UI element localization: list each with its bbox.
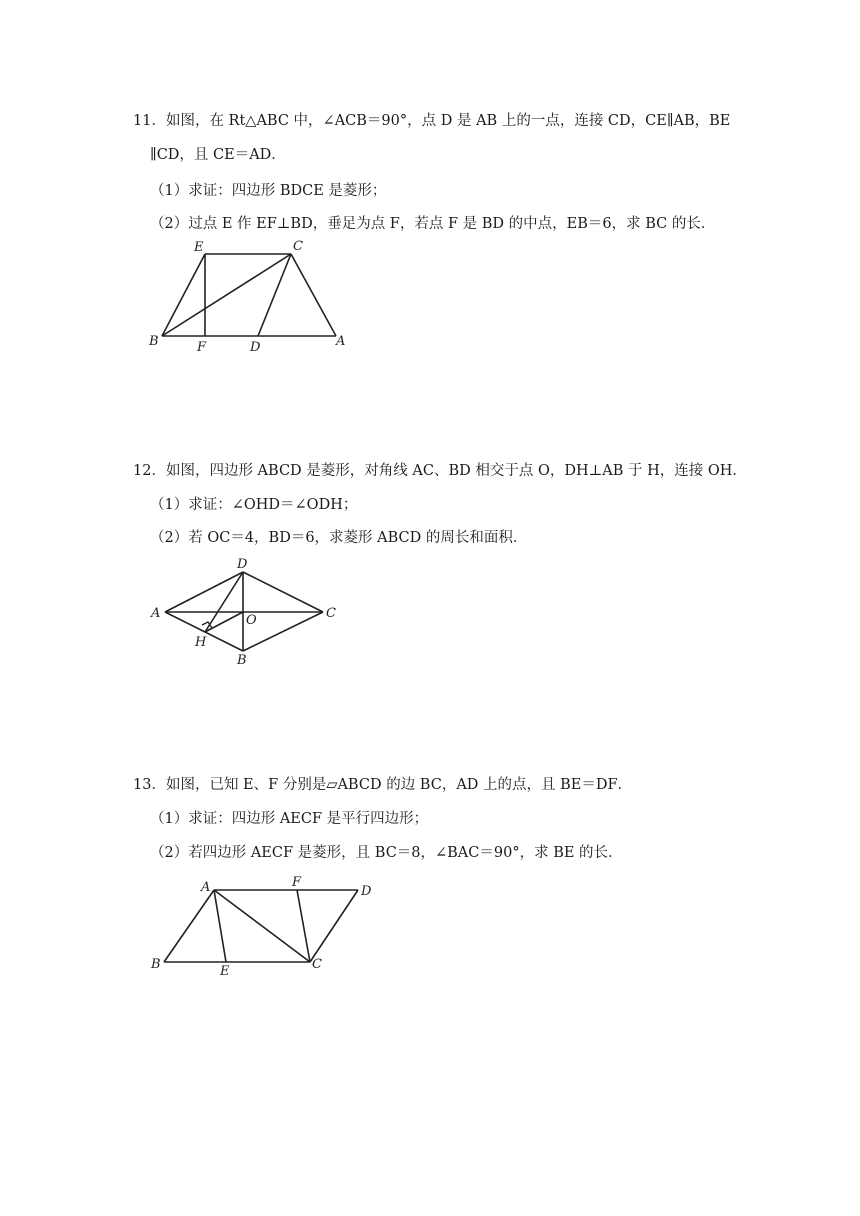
problem-12-question-2: （2）若 OC＝4，BD＝6，求菱形 ABCD 的周长和面积． — [150, 530, 528, 546]
label-a: A — [336, 334, 346, 349]
problem-11-stem-line1: 11．如图，在 Rt△ABC 中，∠ACB＝90°，点 D 是 AB 上的一点，连接 CD，CE∥AB，BE — [133, 113, 731, 129]
label-b: B — [237, 653, 247, 668]
label-f: F — [292, 875, 302, 890]
label-h: H — [195, 635, 207, 650]
label-c: C — [326, 606, 336, 621]
label-d: D — [250, 340, 261, 355]
segment-fc — [297, 890, 310, 962]
label-o: O — [246, 613, 257, 628]
label-b: B — [149, 334, 159, 349]
problem-12-question-1: （1）求证：∠OHD＝∠ODH； — [150, 497, 358, 513]
segment-ab — [164, 890, 214, 962]
label-e: E — [220, 964, 230, 979]
label-c: C — [293, 239, 303, 254]
label-a: A — [201, 880, 211, 895]
label-f: F — [197, 340, 207, 355]
segment-ac — [214, 890, 310, 962]
problem-13-question-2: （2）若四边形 AECF 是菱形，且 BC＝8，∠BAC＝90°，求 BE 的长． — [150, 845, 623, 861]
label-e: E — [194, 240, 204, 255]
segment-ae — [214, 890, 226, 962]
label-d: D — [361, 884, 372, 899]
label-b: B — [151, 957, 161, 972]
problem-11-question-1: （1）求证：四边形 BDCE 是菱形； — [150, 183, 387, 199]
segment-dc — [310, 890, 358, 962]
problem-13-stem-line1: 13．如图，已知 E、F 分别是▱ABCD 的边 BC，AD 上的点，且 BE＝DF． — [133, 777, 633, 793]
problem-11-question-2: （2）过点 E 作 EF⊥BD，垂足为点 F，若点 F 是 BD 的中点，EB＝6，求 BC 的长． — [150, 216, 716, 232]
problem-13-question-1: （1）求证：四边形 AECF 是平行四边形； — [150, 811, 429, 827]
label-a: A — [151, 606, 161, 621]
label-c: C — [312, 957, 322, 972]
label-d: D — [237, 557, 248, 572]
problem-11-stem-line2: ∥CD，且 CE＝AD． — [150, 147, 286, 163]
problem-12-stem-line1: 12．如图，四边形 ABCD 是菱形，对角线 AC、BD 相交于点 O，DH⊥AB 于 H，连接 OH． — [133, 463, 747, 479]
